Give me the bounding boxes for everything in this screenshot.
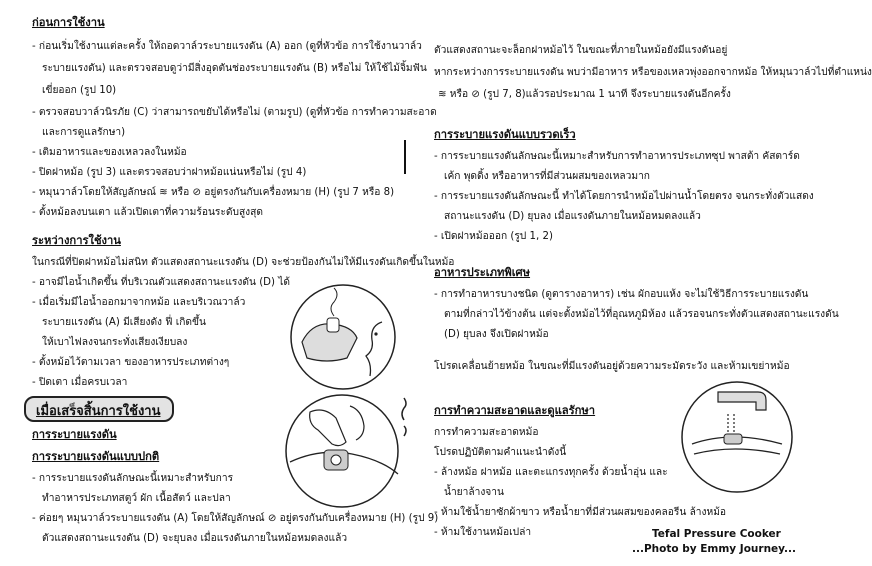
text-line: - เติมอาหารและของเหลวลงในหม้อ [32, 147, 187, 158]
text-line: และการดูแลรักษา) [42, 127, 126, 138]
hand-valve-illustration [280, 392, 404, 510]
section-title-before-use: ก่อนการใช้งาน [32, 16, 105, 29]
text-line: - ก่อนเริ่มใช้งานแต่ละครั้ง ให้ถอดวาล์วระบายแรงดัน (A) ออก (ดูที่หัวข้อ การใช้งานวาล์ว [32, 41, 422, 52]
text-line: - ห้ามใช้งานหม้อเปล่า [434, 527, 532, 538]
text-line: - ปิดฝาหม้อ (รูป 3) และตรวจสอบว่าฝาหม้อแน่นหรือไม่ (รูป 4) [32, 167, 307, 178]
text-line: - การระบายแรงดันลักษณะนี้เหมาะสำหรับการทำอาหารประเภทซุป พาสต้า คัสตาร์ด [434, 151, 800, 162]
text-line: ทำอาหารประเภทสตูว์ ผัก เนื้อสัตว์ และปลา [42, 493, 231, 504]
text-line: ในกรณีที่ปิดฝาหม้อไม่สนิท ตัวแสดงสถานะแรงดัน (D) จะช่วยป้องกันไม่ให้มีแรงดันเกิดขึ้นในหม้อ [32, 257, 455, 268]
text-line: ระบายแรงดัน (A) มีเสียงดัง ฟี่ เกิดขึ้น [42, 317, 206, 328]
text-line: - การระบายแรงดันลักษณะนี้เหมาะสำหรับการ [32, 473, 234, 484]
text-line: สถานะแรงดัน (D) ยุบลง เมื่อแรงดันภายในหม้อหมดลงแล้ว [444, 211, 701, 222]
text-line: ตัวแสดงสถานะแรงดัน (D) จะยุบลง เมื่อแรงดันภายในหม้อหมดลงแล้ว [42, 533, 348, 544]
text-line: การทำความสะอาดหม้อ [434, 427, 539, 438]
text-line: (D) ยุบลง จึงเปิดฝาหม้อ [444, 329, 549, 340]
text-line: ≋ หรือ ⊘ (รูป 7, 8)แล้วรอประมาณ 1 นาที จึงระบายแรงดันอีกครั้ง [438, 89, 731, 100]
steam-valve-illustration [282, 282, 404, 392]
text-line: - อาจมีไอน้ำเกิดขึ้น ที่บริเวณตัวแสดงสถานะแรงดัน (D) ได้ [32, 277, 290, 288]
text-line: เค้ก พุดดิ้ง หรืออาหารที่มีส่วนผสมของเหลวมาก [444, 171, 650, 182]
warning-text: โปรดเคลื่อนย้ายหม้อ ในขณะที่มีแรงดันอยู่ด้วยความระมัดระวัง และห้ามเขย่าหม้อ [434, 361, 790, 372]
text-line: ตัวแสดงสถานะจะล็อกฝาหม้อไว้ ในขณะที่ภายในหม้อยังมีแรงดันอยู่ [434, 45, 728, 56]
section-badge-after-use [24, 396, 174, 422]
text-line: - ห้ามใช้น้ำยาซักผ้าขาว หรือน้ำยาที่มีส่วนผสมของคลอรีน ล้างหม้อ [434, 507, 727, 518]
section-title-quick-release: การระบายแรงดันแบบรวดเร็ว [434, 128, 576, 141]
text-line: - การทำอาหารบางชนิด (ดูตารางอาหาร) เช่น ผักอบแห้ง จะไม่ใช้วิธีการระบายแรงดัน [434, 289, 809, 300]
badge-label: เมื่อเสร็จสิ้นการใช้งาน [36, 404, 161, 419]
photo-caption-title: Tefal Pressure Cooker [652, 528, 781, 540]
text-line: เขี่ยออก (รูป 10) [42, 85, 117, 96]
binding-mark [404, 140, 406, 174]
subsection-title-normal-release: การระบายแรงดันแบบปกติ [32, 450, 160, 463]
pot-under-tap-illustration [678, 378, 796, 496]
text-line: - เมื่อเริ่มมีไอน้ำออกมาจากหม้อ และบริเวณวาล์ว [32, 297, 246, 308]
text-line: น้ำยาล้างจาน [444, 487, 504, 498]
text-line: - การระบายแรงดันลักษณะนี้ ทำได้โดยการนำหม้อไปผ่านน้ำโดยตรง จนกระทั่งตัวแสดง [434, 191, 814, 202]
binding-mark-squiggle [398, 396, 410, 438]
text-line: - ล้างหม้อ ฝาหม้อ และตะแกรงทุกครั้ง ด้วยน้ำอุ่น และ [434, 467, 668, 478]
text-line: ให้เบาไฟลงจนกระทั่งเสียงเงียบลง [42, 337, 188, 348]
section-title-special-food: อาหารประเภทพิเศษ [434, 266, 531, 279]
text-line: - ตั้งหม้อไว้ตามเวลา ของอาหารประเภทต่างๆ [32, 357, 230, 368]
text-line: - ค่อยๆ หมุนวาล์วระบายแรงดัน (A) โดยให้สัญลักษณ์ ⊘ อยู่ตรงกันกับเครื่องหมาย (H) (รูป 9) [32, 513, 439, 524]
text-line: - ตั้งหม้อลงบนเตา แล้วเปิดเตาที่ความร้อนระดับสูงสุด [32, 207, 263, 218]
text-line: - ปิดเตา เมื่อครบเวลา [32, 377, 128, 388]
section-title-cleaning: การทำความสะอาดและดูแลรักษา [434, 404, 596, 417]
text-line: - เปิดฝาหม้อออก (รูป 1, 2) [434, 231, 553, 242]
text-line: - ตรวจสอบวาล์วนิรภัย (C) ว่าสามารถขยับได้หรือไม่ (ตามรูป) (ดูที่หัวข้อ การทำความสะอาด [32, 107, 437, 118]
text-line: หากระหว่างการระบายแรงดัน พบว่ามีอาหาร หรือของเหลวพุ่งออกจากหม้อ ให้หมุนวาล์วไปที่ตำแหน่ง [434, 67, 872, 78]
text-line: โปรดปฏิบัติตามคำแนะนำดังนี้ [434, 447, 567, 458]
photo-caption-credit: ...Photo by Emmy Journey... [632, 543, 797, 555]
text-line: ตามที่กล่าวไว้ข้างต้น แต่จะตั้งหม้อไว้ที่อุณหภูมิห้อง แล้วรอจนกระทั่งตัวแสดงสถานะแรงดัน [444, 309, 839, 320]
text-line: - หมุนวาล์วโดยให้สัญลักษณ์ ≋ หรือ ⊘ อยู่ตรงกันกับเครื่องหมาย (H) (รูป 7 หรือ 8) [32, 187, 395, 198]
section-title-during-use: ระหว่างการใช้งาน [32, 234, 121, 247]
subsection-title-pressure-release: การระบายแรงดัน [32, 428, 117, 441]
text-line: ระบายแรงดัน) และตรวจสอบดูว่ามีสิ่งอุดตันช่องระบายแรงดัน (B) หรือไม่ ให้ใช้ไม้จิ้มฟัน [42, 63, 427, 74]
